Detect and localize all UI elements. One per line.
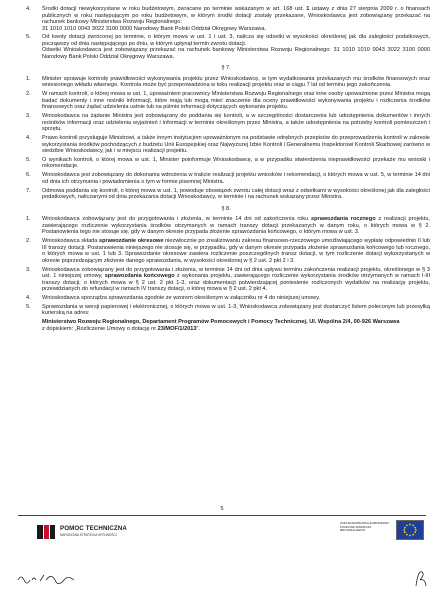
paragraph-number: 4.: [26, 6, 31, 12]
eu-text: UNIA EUROPEJSKA EUROPEJSKI FUNDUSZ ROZWOJU REGIONALNEGO: [340, 521, 390, 533]
text-run: W ramach kontroli, o której mowa w ust. 1, upoważnieni pracownicy Ministerstwa Rozwoju Regionalnego oraz inne osoby upoważnione przez Ministra mogą badać dokumenty i inne nośniki informacji, które mają lub mogą mieć znaczenie dla oceny prawidłowości wykonywania projektu i rozliczenia środków finansowych oraz żądać udzielenia ustnie lub na piśmie informacji dotyczących wykonania projektu.: [42, 91, 430, 111]
text-run: z realizacji projektu, zawierającego rozliczenie wykorzystania środków otrzymanych w ramach transzy dotacji przekazanych w danym roku, o których mowa w § 2. Postanowienia tego nie stosuje się, gdy w danym okresie przypada złożenie sprawozdania końcowego, o którym mowa w ust. 3.: [42, 216, 430, 236]
paragraph-number: 2.: [26, 91, 31, 98]
numbered-paragraph: [22, 238, 430, 264]
text-run: Prawo kontroli przysługuje Ministrowi, a także innym instytucjom upoważnionym na podstawie odrębnych przepisów do przeprowadzenia kontroli w zakresie wykorzystania środków pochodzących z budżetu Unii Europejskiej oraz Najwyższej Izbie Kontroli i Generalnemu Inspektorowi Kontroli Skarbowej zarówno w siedzibie Wnioskodawcy, jak i w miejscu realizacji projektu.: [42, 135, 430, 155]
numbered-paragraph: [22, 34, 430, 60]
paragraph-number: 6.: [26, 172, 31, 179]
bold-term: sprawozdanie okresowe: [99, 238, 164, 245]
paragraph-text: [42, 188, 430, 201]
paragraph-number: 4.: [26, 294, 31, 301]
paragraph-text: [42, 6, 430, 32]
paragraph-text: [42, 295, 430, 302]
paragraph-number: 2.: [26, 238, 31, 245]
numbered-paragraph: [22, 188, 430, 201]
paragraph-text: [42, 113, 430, 133]
numbered-paragraph: [22, 135, 430, 155]
numbered-paragraph: [22, 6, 430, 32]
section-7-items: [22, 76, 430, 201]
handwritten-initials-right: [412, 566, 430, 590]
paragraph-number: 4.: [26, 135, 31, 142]
paragraph-text: [42, 34, 430, 60]
handwritten-signature-left: [16, 568, 86, 588]
numbered-paragraph: [22, 113, 430, 133]
paragraph-text: [42, 216, 430, 236]
section-8-items: [22, 216, 430, 317]
pomoc-techniczna-logo-icon: [36, 522, 56, 542]
text-run: Odmowa poddania się kontroli, o której mowa w ust. 1, powoduje obowiązek zwrotu całej dotacji wraz z odsetkami w wysokości określonej jak dla zaległości podatkowych, naliczanymi od dnia przekazania dotacji Wnioskodawcy, w terminie i na rachunek wskazany przez Ministra.: [42, 187, 430, 201]
bold-term: sprawozdania rocznego: [311, 216, 376, 223]
eu-flag-icon: [396, 520, 424, 540]
paragraph-extra: Odsetki Wnioskodawca jest zobowiązany przekazać na rachunek bankowy Ministerstwa Rozwoju Regionalnego: 31 1010 1010 0043 3022 3100 0000 Narodowy Bank Polski Oddział Okręgowy Warszawa.: [42, 47, 430, 60]
paragraph-number: 7.: [26, 187, 31, 194]
text-run: Wnioskodawca jest zobowiązany do dokonania wdrożenia w trakcie realizacji projektu wniosków i rekomendacji, o których mowa w ust. 5, w terminie 14 dni od dnia ich otrzymania i powiadomienia o tym w formie pisemnej Ministra.: [42, 172, 430, 185]
pomoc-techniczna-logo: [36, 522, 176, 542]
text-run: niezwłocznie po zrealizowaniu zakresu finansowo-rzeczowego umożliwiającego wypłatę odpowiednio II lub III transzy dotacji. Postanowienia niniejszego nie stosuje się, w przypadku, gdy w danym okresie przypada złożenie sprawozdania końcowego lub rocznego, o których mowa w ust. 1 lub 3. Sprawozdanie okresowe zawiera rozliczenie poszczególnych transz dotacji, w tym rozliczenie dotacji wykorzystanych w okresie poprzedzającym złożenie danego sprawozdania, w wysokości określonej w § 2 ust. 2 pkt 2 i 3.: [42, 238, 430, 264]
contract-number: 23/MOF/1/2013: [157, 325, 197, 332]
numbered-paragraph: [22, 157, 430, 170]
text-run: Wnioskodawca sporządza sprawozdania zgodnie ze wzorem określonym w załączniku nr 4 do niniejszej umowy.: [42, 294, 321, 301]
paragraph-text: [42, 267, 430, 293]
paragraph-number: 5.: [26, 303, 31, 310]
logo-subtitle: NARODOWA STRATEGIA SPÓJNOŚCI: [60, 533, 117, 537]
section-8-title: § 8.: [221, 205, 231, 212]
paragraph-text: [42, 135, 430, 155]
mailing-note: [22, 326, 430, 333]
section-7-title: § 7.: [221, 65, 231, 72]
paragraph-text: [42, 172, 430, 185]
paragraph-number: 1.: [26, 216, 31, 223]
page-number: 5: [220, 506, 224, 512]
text-run: z wykonania projektu, zawierającego rozliczenie wykorzystania środków otrzymanych w ramach I-III transzy dotacji, o których mowa w § 2 ust. 2 pkt 1-3, oraz dokumentacji potwierdzającej poniesienie rozliczonych wydatków na realizację projektu, przewidzianych do refundacji w ramach IV transzy dotacji, o której mowa w § 2 ust. 2 pkt 4.: [42, 273, 430, 293]
paragraph-text: [42, 76, 430, 89]
footer-divider: [18, 515, 426, 516]
text-run: Wnioskodawca na żądanie Ministra jest zobowiązany do poddania się kontroli, a w szczególności dostarczenia lub udostępnienia dokumentów i innych nośników informacji oraz udzielenia wyjaśnień i informacji w terminie określonym przez Ministra, a także udostępnienia na potrzeby kontroli pomieszczeń i sprzętu.: [42, 113, 430, 133]
numbered-paragraph: [22, 295, 430, 302]
paragraph-text: [42, 238, 430, 264]
text-run: Minister sprawuje kontrolę prawidłowości wykonywania projektu przez Wnioskodawcę, w tym wydatkowania przekazanych mu środków finansowych oraz wniesionego wkładu własnego. Kontrola może być przeprowadzona w toku realizacji projektu oraz w ciągu 7 lat od terminu jego zakończenia.: [42, 75, 430, 89]
note-prefix: z dopiskiem: „Rozliczenie Umowy o dotację nr: [42, 325, 158, 332]
paragraph-text: [42, 304, 430, 317]
numbered-paragraph: [22, 267, 430, 293]
numbered-paragraph: [22, 216, 430, 236]
note-suffix: ".: [196, 325, 201, 332]
paragraph-number: 5.: [26, 156, 31, 163]
paragraph-number: 1.: [26, 75, 31, 82]
paragraph-text: [42, 157, 430, 170]
numbered-paragraph: [22, 91, 430, 111]
text-run: ustawy z dnia 27 sierpnia 2009 r. o finansach publicznych w roku następującym po roku budżetowym, w którym środki dotacji zostały przekazane, Wnioskodawca jest zobowiązany przekazać na rachunek bankowy Ministerstwa Rozwoju Regionalnego:: [42, 6, 430, 25]
text-run: Sprawozdania w wersji papierowej i elektronicznej, o których mowa w ust. 1-3, Wnioskodawca zobowiązany jest dostarczyć listem poleconym lub przesyłką kurierską na adres:: [42, 303, 430, 317]
text-run: Wnioskodawca składa: [42, 238, 100, 245]
text-run: Od kwoty dotacji zwróconej po terminie, o którym mowa w ust. 1 i ust. 3, nalicza się odsetki w wysokości określonej jak dla zaległości podatkowych, począwszy od dnia następującego po dniu, w którym upłynął termin zwrotu dotacji.: [42, 34, 430, 47]
bold-term: sprawozdania końcowego: [104, 273, 175, 280]
logo-title: POMOC TECHNICZNA: [60, 525, 127, 532]
numbered-paragraph: [22, 304, 430, 317]
paragraph-number: 3.: [26, 266, 31, 273]
bold-term: 1: [306, 6, 310, 12]
text-run: Wnioskodawca zobowiązany jest do przygotowania i złożenia, w terminie 14 dni od zakończenia roku: [42, 216, 311, 223]
top-items: [22, 6, 430, 60]
paragraph-number: 5.: [26, 34, 31, 41]
text-run: O wynikach kontroli, o której mowa w ust. 1, Minister poinformuje Wnioskodawcę, a w przypadku stwierdzenia nieprawidłowości przekaże mu wnioski i rekomendacje.: [42, 156, 430, 170]
numbered-paragraph: [22, 172, 430, 185]
paragraph-extra: 31 1010 1010 0043 3022 3100 0000 Narodowy Bank Polski Oddział Okręgowy Warszawa.: [42, 25, 266, 32]
mailing-address: Ministerstwo Rozwoju Regionalnego, Departament Programów Pomocowych i Pomocy Technicznej, Ul. Wspólna 2/4, 00-926 Warszawa: [42, 319, 400, 326]
text-run: Wnioskodawca zobowiązany jest do przygotowania i złożenia, w terminie 14 dni od dnia upływu terminu zakończenia realizacji projektu, określonego w § 3 ust. 1 niniejszej umowy,: [42, 266, 430, 280]
document-body: [22, 6, 430, 332]
paragraph-text: [42, 91, 430, 111]
numbered-paragraph: [22, 76, 430, 89]
paragraph-number: 3.: [26, 113, 31, 120]
text-run: Środki dotacji niewykorzystane w roku budżetowym, zwracane po terminie wskazanym w art. 168 ust.: [42, 6, 307, 12]
